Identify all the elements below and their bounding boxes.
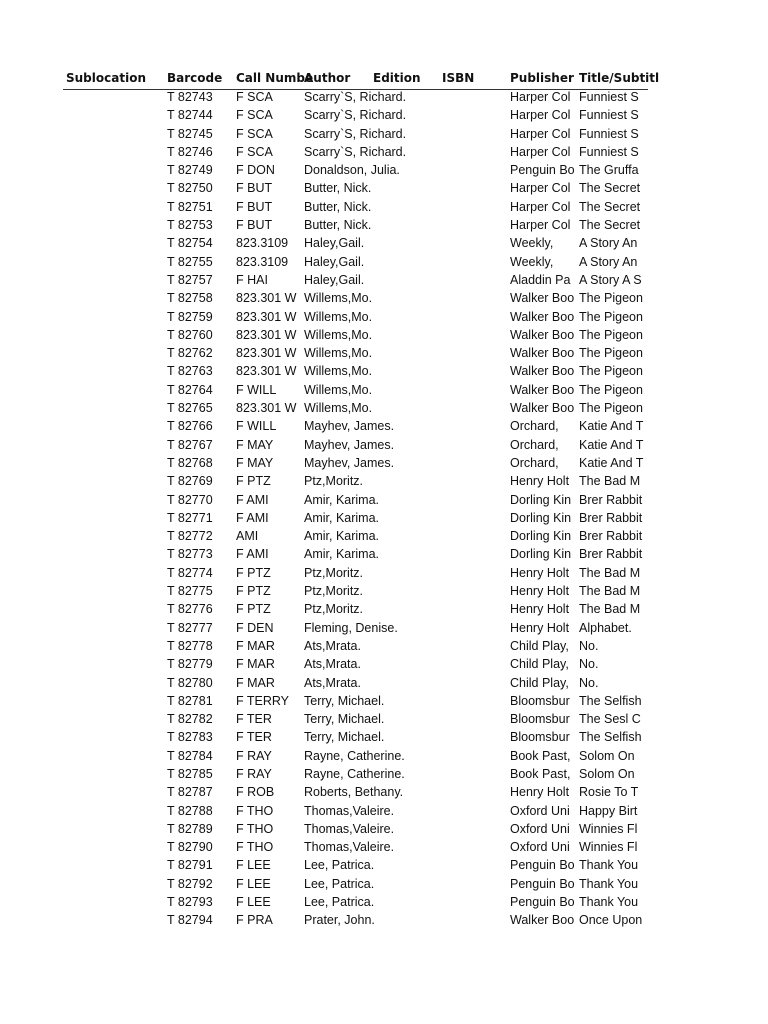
publisher-cell: Dorling Kin — [510, 492, 572, 507]
barcode-cell: T 82794 — [167, 913, 213, 928]
table-row — [0, 766, 768, 784]
title-cell: Funniest S — [579, 108, 639, 123]
author-cell: Willems,Mo. — [304, 401, 373, 416]
barcode-cell: T 82753 — [167, 218, 213, 233]
barcode-cell: T 82743 — [167, 90, 213, 104]
barcode-cell: T 82749 — [167, 163, 213, 178]
barcode-cell: T 82767 — [167, 437, 213, 452]
table-row — [0, 235, 768, 253]
publisher-cell: Henry Holt — [510, 602, 570, 617]
call-number-cell: F LEE — [236, 858, 271, 873]
publisher-cell: Harper Col — [510, 144, 571, 159]
publisher-cell: Oxford Uni — [510, 803, 570, 818]
publisher-cell: Weekly, — [510, 236, 554, 251]
header-sublocation: Sublocation — [66, 71, 146, 85]
call-number-cell: F WILL — [236, 419, 277, 434]
barcode-cell: T 82789 — [167, 821, 213, 836]
publisher-cell: Henry Holt — [510, 620, 570, 635]
table-row — [0, 693, 768, 711]
header-author: Author — [304, 71, 351, 85]
table-row — [0, 400, 768, 418]
author-cell: Terry, Michael. — [304, 693, 385, 708]
call-number-cell: F BUT — [236, 199, 273, 214]
table-row — [0, 803, 768, 821]
barcode-cell: T 82759 — [167, 309, 213, 324]
title-cell: A Story A S — [579, 272, 642, 287]
author-cell: Amir, Karima. — [304, 510, 380, 525]
barcode-cell: T 82778 — [167, 638, 213, 653]
title-cell: Thank You — [579, 876, 639, 891]
author-cell: Scarry`S, Richard. — [304, 126, 407, 141]
title-cell: The Pigeon — [579, 327, 643, 342]
barcode-cell: T 82783 — [167, 730, 213, 745]
title-cell: Winnies Fl — [579, 821, 638, 836]
barcode-cell: T 82787 — [167, 785, 213, 800]
call-number-cell: 823.301 W — [236, 364, 297, 379]
table-row — [0, 912, 768, 930]
table-row — [0, 510, 768, 528]
barcode-cell: T 82792 — [167, 876, 213, 891]
title-cell: The Bad M — [579, 474, 641, 489]
table-row — [0, 418, 768, 436]
header-publisher: Publisher — [510, 71, 574, 85]
title-cell: Funniest S — [579, 90, 639, 104]
call-number-cell: F AMI — [236, 547, 269, 562]
publisher-cell: Bloomsbur — [510, 712, 570, 727]
header-call-number: Call Numbe — [236, 71, 314, 85]
author-cell: Terry, Michael. — [304, 712, 385, 727]
call-number-cell: F PTZ — [236, 565, 271, 580]
title-cell: The Secret — [579, 181, 641, 196]
call-number-cell: F LEE — [236, 895, 271, 910]
title-cell: The Pigeon — [579, 291, 643, 306]
author-cell: Lee, Patrica. — [304, 858, 375, 873]
publisher-cell: Walker Boo — [510, 364, 575, 379]
title-cell: The Sesl C — [579, 712, 641, 727]
author-cell: Lee, Patrica. — [304, 876, 375, 891]
author-cell: Butter, Nick. — [304, 218, 372, 233]
table-row — [0, 199, 768, 217]
title-cell: The Secret — [579, 199, 641, 214]
author-cell: Willems,Mo. — [304, 346, 373, 361]
table-row — [0, 180, 768, 198]
publisher-cell: Oxford Uni — [510, 821, 570, 836]
publisher-cell: Weekly, — [510, 254, 554, 269]
author-cell: Thomas,Valeire. — [304, 840, 395, 855]
author-cell: Ats,Mrata. — [304, 657, 361, 672]
barcode-cell: T 82768 — [167, 455, 213, 470]
publisher-cell: Harper Col — [510, 126, 571, 141]
title-cell: The Bad M — [579, 565, 641, 580]
title-cell: Brer Rabbit — [579, 529, 643, 544]
barcode-cell: T 82774 — [167, 565, 213, 580]
table-row — [0, 857, 768, 875]
author-cell: Roberts, Bethany. — [304, 785, 404, 800]
title-cell: Solom On — [579, 748, 635, 763]
barcode-cell: T 82762 — [167, 346, 213, 361]
call-number-cell: 823.3109 — [236, 236, 289, 251]
call-number-cell: F THO — [236, 840, 274, 855]
title-cell: No. — [579, 638, 599, 653]
publisher-cell: Walker Boo — [510, 346, 575, 361]
table-row — [0, 107, 768, 125]
author-cell: Donaldson, Julia. — [304, 163, 400, 178]
table-row — [0, 601, 768, 619]
table-row — [0, 162, 768, 180]
publisher-cell: Aladdin Pa — [510, 272, 571, 287]
title-cell: The Secret — [579, 218, 641, 233]
barcode-cell: T 82766 — [167, 419, 213, 434]
title-cell: The Bad M — [579, 602, 641, 617]
barcode-cell: T 82788 — [167, 803, 213, 818]
header-barcode: Barcode — [167, 71, 223, 85]
author-cell: Willems,Mo. — [304, 364, 373, 379]
author-cell: Rayne, Catherine. — [304, 748, 405, 763]
publisher-cell: Walker Boo — [510, 401, 575, 416]
table-row — [0, 546, 768, 564]
call-number-cell: F SCA — [236, 108, 273, 123]
call-number-cell: F ROB — [236, 785, 275, 800]
table-row — [0, 309, 768, 327]
publisher-cell: Dorling Kin — [510, 510, 572, 525]
table-row — [0, 455, 768, 473]
table-row — [0, 620, 768, 638]
title-cell: The Selfish — [579, 730, 642, 745]
publisher-cell: Harper Col — [510, 108, 571, 123]
call-number-cell: 823.301 W — [236, 309, 297, 324]
barcode-cell: T 82758 — [167, 291, 213, 306]
title-cell: The Pigeon — [579, 401, 643, 416]
barcode-cell: T 82772 — [167, 529, 213, 544]
title-cell: Alphabet. — [579, 620, 632, 635]
call-number-cell: F RAY — [236, 748, 272, 763]
publisher-cell: Orchard, — [510, 437, 559, 452]
title-cell: Thank You — [579, 858, 639, 873]
barcode-cell: T 82746 — [167, 144, 213, 159]
title-cell: Brer Rabbit — [579, 547, 643, 562]
call-number-cell: F LEE — [236, 876, 271, 891]
publisher-cell: Walker Boo — [510, 291, 575, 306]
author-cell: Prater, John. — [304, 913, 375, 928]
call-number-cell: F PTZ — [236, 602, 271, 617]
table-row — [0, 492, 768, 510]
table-row — [0, 382, 768, 400]
barcode-cell: T 82754 — [167, 236, 213, 251]
publisher-cell: Book Past, — [510, 748, 571, 763]
title-cell: The Pigeon — [579, 309, 643, 324]
author-cell: Haley,Gail. — [304, 254, 365, 269]
title-cell: Thank You — [579, 895, 639, 910]
title-cell: Winnies Fl — [579, 840, 638, 855]
call-number-cell: F SCA — [236, 144, 273, 159]
author-cell: Ptz,Moritz. — [304, 565, 364, 580]
author-cell: Ats,Mrata. — [304, 675, 361, 690]
table-row — [0, 272, 768, 290]
barcode-cell: T 82780 — [167, 675, 213, 690]
barcode-cell: T 82773 — [167, 547, 213, 562]
barcode-cell: T 82775 — [167, 584, 213, 599]
barcode-cell: T 82744 — [167, 108, 213, 123]
publisher-cell: Child Play, — [510, 638, 569, 653]
call-number-cell: F HAI — [236, 272, 268, 287]
call-number-cell: F PTZ — [236, 584, 271, 599]
call-number-cell: F PRA — [236, 913, 273, 928]
title-cell: The Selfish — [579, 693, 642, 708]
title-cell: The Bad M — [579, 584, 641, 599]
title-cell: No. — [579, 675, 599, 690]
call-number-cell: F MAR — [236, 657, 275, 672]
title-cell: Funniest S — [579, 126, 639, 141]
publisher-cell: Child Play, — [510, 657, 569, 672]
call-number-cell: 823.301 W — [236, 291, 297, 306]
table-row — [0, 656, 768, 674]
publisher-cell: Book Past, — [510, 766, 571, 781]
author-cell: Scarry`S, Richard. — [304, 90, 407, 104]
table-body — [0, 89, 768, 931]
call-number-cell: F SCA — [236, 90, 273, 104]
barcode-cell: T 82765 — [167, 401, 213, 416]
title-cell: A Story An — [579, 254, 638, 269]
title-cell: Once Upon — [579, 913, 643, 928]
title-cell: The Pigeon — [579, 346, 643, 361]
call-number-cell: F THO — [236, 821, 274, 836]
publisher-cell: Henry Holt — [510, 474, 570, 489]
table-row — [0, 217, 768, 235]
publisher-cell: Harper Col — [510, 90, 571, 104]
call-number-cell: 823.301 W — [236, 401, 297, 416]
publisher-cell: Penguin Bo — [510, 895, 575, 910]
author-cell: Thomas,Valeire. — [304, 821, 395, 836]
barcode-cell: T 82781 — [167, 693, 213, 708]
author-cell: Thomas,Valeire. — [304, 803, 395, 818]
author-cell: Terry, Michael. — [304, 730, 385, 745]
author-cell: Butter, Nick. — [304, 199, 372, 214]
barcode-cell: T 82793 — [167, 895, 213, 910]
title-cell: The Pigeon — [579, 382, 643, 397]
table-row — [0, 638, 768, 656]
title-cell: Happy Birt — [579, 803, 638, 818]
table-row — [0, 839, 768, 857]
publisher-cell: Oxford Uni — [510, 840, 570, 855]
barcode-cell: T 82784 — [167, 748, 213, 763]
table-row — [0, 345, 768, 363]
call-number-cell: F AMI — [236, 492, 269, 507]
barcode-cell: T 82750 — [167, 181, 213, 196]
author-cell: Rayne, Catherine. — [304, 766, 405, 781]
call-number-cell: F MAR — [236, 675, 275, 690]
publisher-cell: Penguin Bo — [510, 858, 575, 873]
call-number-cell: F RAY — [236, 766, 272, 781]
call-number-cell: F DON — [236, 163, 275, 178]
barcode-cell: T 82779 — [167, 657, 213, 672]
call-number-cell: 823.301 W — [236, 327, 297, 342]
table-row — [0, 729, 768, 747]
title-cell: A Story An — [579, 236, 638, 251]
barcode-cell: T 82757 — [167, 272, 213, 287]
call-number-cell: F AMI — [236, 510, 269, 525]
title-cell: Rosie To T — [579, 785, 639, 800]
call-number-cell: F TER — [236, 712, 272, 727]
author-cell: Scarry`S, Richard. — [304, 144, 407, 159]
author-cell: Willems,Mo. — [304, 291, 373, 306]
table-row — [0, 473, 768, 491]
barcode-cell: T 82770 — [167, 492, 213, 507]
call-number-cell: F MAR — [236, 638, 275, 653]
author-cell: Ptz,Moritz. — [304, 602, 364, 617]
call-number-cell: F DEN — [236, 620, 274, 635]
publisher-cell: Henry Holt — [510, 565, 570, 580]
barcode-cell: T 82777 — [167, 620, 213, 635]
header-title-subtitle: Title/Subtitl — [579, 71, 660, 85]
table-row — [0, 784, 768, 802]
title-cell: The Pigeon — [579, 364, 643, 379]
barcode-cell: T 82782 — [167, 712, 213, 727]
table-row — [0, 876, 768, 894]
author-cell: Ptz,Moritz. — [304, 474, 364, 489]
author-cell: Ptz,Moritz. — [304, 584, 364, 599]
table-row — [0, 583, 768, 601]
table-row — [0, 327, 768, 345]
title-cell: Funniest S — [579, 144, 639, 159]
table-row — [0, 290, 768, 308]
publisher-cell: Henry Holt — [510, 584, 570, 599]
barcode-cell: T 82790 — [167, 840, 213, 855]
author-cell: Mayhev, James. — [304, 455, 395, 470]
author-cell: Willems,Mo. — [304, 309, 373, 324]
publisher-cell: Henry Holt — [510, 785, 570, 800]
table-row — [0, 675, 768, 693]
barcode-cell: T 82791 — [167, 858, 213, 873]
title-cell: Katie And T — [579, 419, 644, 434]
author-cell: Willems,Mo. — [304, 327, 373, 342]
call-number-cell: F PTZ — [236, 474, 271, 489]
title-cell: Brer Rabbit — [579, 510, 643, 525]
barcode-cell: T 82771 — [167, 510, 213, 525]
table-row — [0, 89, 768, 107]
table-row — [0, 144, 768, 162]
author-cell: Mayhev, James. — [304, 437, 395, 452]
author-cell: Scarry`S, Richard. — [304, 108, 407, 123]
table-row — [0, 437, 768, 455]
call-number-cell: 823.301 W — [236, 346, 297, 361]
publisher-cell: Orchard, — [510, 419, 559, 434]
author-cell: Haley,Gail. — [304, 236, 365, 251]
title-cell: The Gruffa — [579, 163, 639, 178]
author-cell: Fleming, Denise. — [304, 620, 398, 635]
barcode-cell: T 82769 — [167, 474, 213, 489]
table-row — [0, 254, 768, 272]
barcode-cell: T 82755 — [167, 254, 213, 269]
author-cell: Amir, Karima. — [304, 547, 380, 562]
publisher-cell: Bloomsbur — [510, 730, 570, 745]
header-isbn: ISBN — [442, 71, 475, 85]
call-number-cell: F TERRY — [236, 693, 290, 708]
author-cell: Lee, Patrica. — [304, 895, 375, 910]
author-cell: Willems,Mo. — [304, 382, 373, 397]
publisher-cell: Orchard, — [510, 455, 559, 470]
call-number-cell: F THO — [236, 803, 274, 818]
author-cell: Haley,Gail. — [304, 272, 365, 287]
publisher-cell: Penguin Bo — [510, 163, 575, 178]
barcode-cell: T 82776 — [167, 602, 213, 617]
call-number-cell: F MAY — [236, 437, 274, 452]
barcode-cell: T 82764 — [167, 382, 213, 397]
table-row — [0, 748, 768, 766]
publisher-cell: Walker Boo — [510, 309, 575, 324]
publisher-cell: Dorling Kin — [510, 529, 572, 544]
title-cell: Brer Rabbit — [579, 492, 643, 507]
call-number-cell: 823.3109 — [236, 254, 289, 269]
table-row — [0, 821, 768, 839]
publisher-cell: Penguin Bo — [510, 876, 575, 891]
barcode-cell: T 82751 — [167, 199, 213, 214]
barcode-cell: T 82763 — [167, 364, 213, 379]
publisher-cell: Child Play, — [510, 675, 569, 690]
barcode-cell: T 82785 — [167, 766, 213, 781]
title-cell: No. — [579, 657, 599, 672]
publisher-cell: Walker Boo — [510, 382, 575, 397]
title-cell: Katie And T — [579, 455, 644, 470]
call-number-cell: F TER — [236, 730, 272, 745]
barcode-cell: T 82760 — [167, 327, 213, 342]
author-cell: Mayhev, James. — [304, 419, 395, 434]
table-row — [0, 894, 768, 912]
publisher-cell: Bloomsbur — [510, 693, 570, 708]
author-cell: Amir, Karima. — [304, 529, 380, 544]
title-cell: Solom On — [579, 766, 635, 781]
publisher-cell: Walker Boo — [510, 327, 575, 342]
call-number-cell: F SCA — [236, 126, 273, 141]
publisher-cell: Dorling Kin — [510, 547, 572, 562]
call-number-cell: F BUT — [236, 218, 273, 233]
publisher-cell: Walker Boo — [510, 913, 575, 928]
table-row — [0, 528, 768, 546]
table-row — [0, 711, 768, 729]
author-cell: Ats,Mrata. — [304, 638, 361, 653]
publisher-cell: Harper Col — [510, 199, 571, 214]
publisher-cell: Harper Col — [510, 218, 571, 233]
table-row — [0, 126, 768, 144]
title-cell: Katie And T — [579, 437, 644, 452]
call-number-cell: F BUT — [236, 181, 273, 196]
header-edition: Edition — [373, 71, 421, 85]
author-cell: Amir, Karima. — [304, 492, 380, 507]
call-number-cell: AMI — [236, 529, 259, 544]
publisher-cell: Harper Col — [510, 181, 571, 196]
table-row — [0, 363, 768, 381]
call-number-cell: F MAY — [236, 455, 274, 470]
call-number-cell: F WILL — [236, 382, 277, 397]
author-cell: Butter, Nick. — [304, 181, 372, 196]
table-row — [0, 565, 768, 583]
barcode-cell: T 82745 — [167, 126, 213, 141]
